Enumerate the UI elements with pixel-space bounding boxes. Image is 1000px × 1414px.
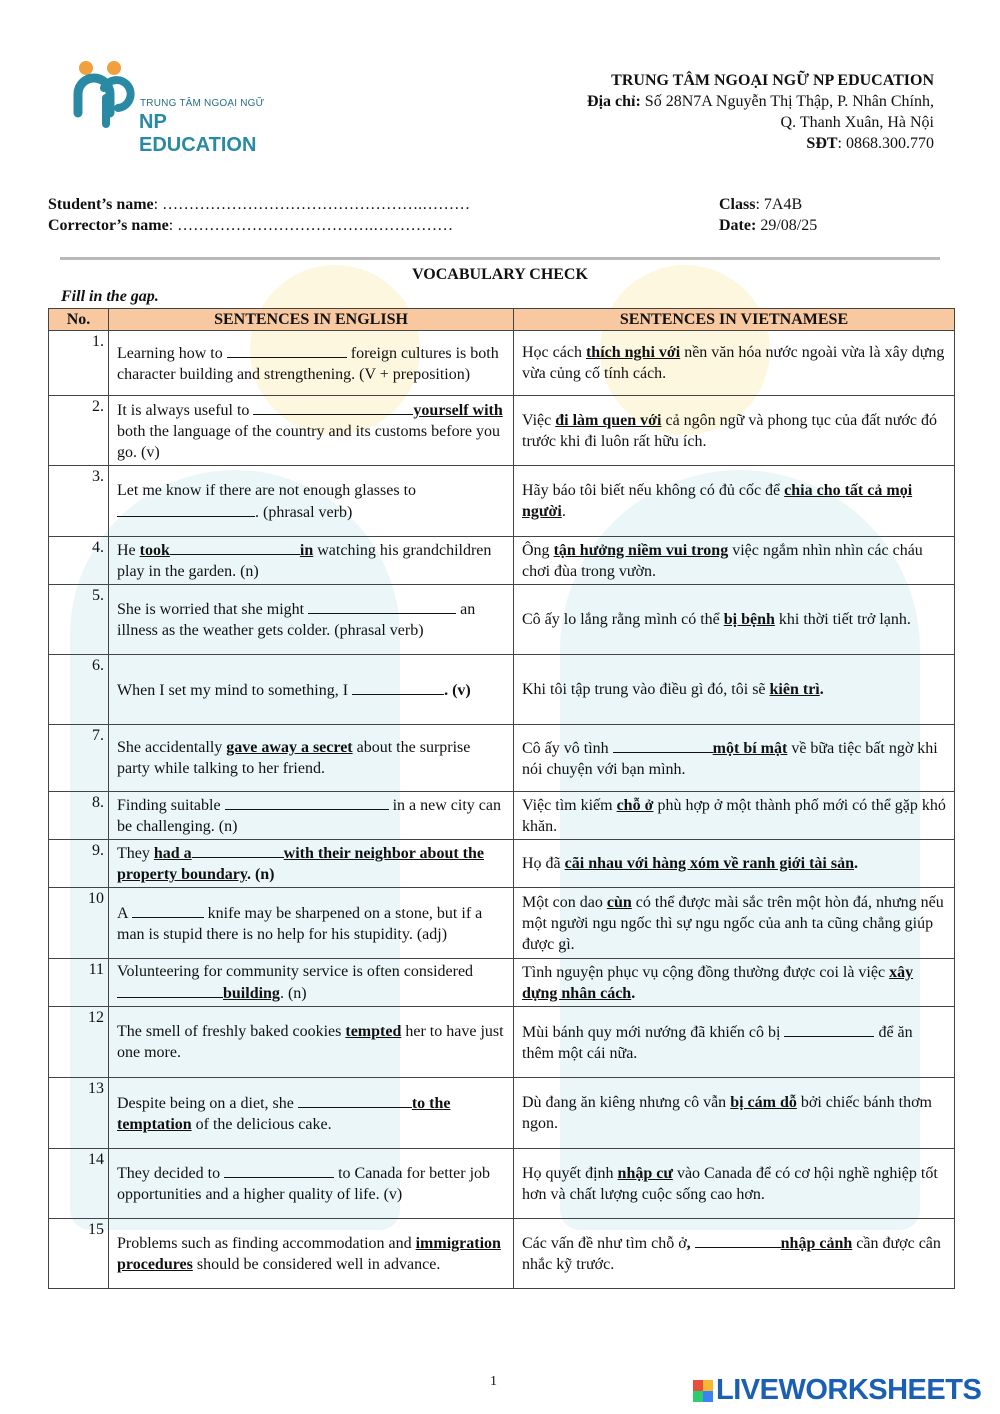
text: Họ đã (522, 855, 565, 872)
text: Một con dao (522, 893, 607, 911)
text: . (631, 984, 636, 1002)
np-logo-icon (66, 58, 136, 128)
answer-key: cãi nhau với hàng xóm về ranh giới tài sản (564, 855, 854, 872)
text: Let me know if there are not enough glasses to (117, 481, 417, 499)
answer-key: with their neighbor about the property boundary (117, 845, 484, 883)
class-info (719, 194, 817, 236)
vocab-table (48, 308, 955, 1289)
text: It is always useful to (117, 401, 254, 419)
text: about the surprise party while talking to her friend. (117, 739, 471, 777)
answer-key: chỗ ở (616, 796, 654, 814)
instruction: Fill in the gap. (61, 288, 159, 305)
gap-blank[interactable] (132, 902, 204, 918)
text: . (819, 681, 824, 698)
text: Học cách (522, 344, 586, 361)
text: . (561, 503, 566, 520)
row-number: 10 (49, 888, 109, 959)
text: Cô ấy lo lắng rằng mình có thể (522, 611, 724, 628)
answer-key: cùn (606, 893, 632, 911)
text: He (117, 542, 140, 559)
text: in a new city can be challenging. (n) (117, 797, 501, 835)
text: . (n) (246, 866, 275, 883)
answer-key: gave away a secret (226, 739, 353, 756)
vietnamese-sentence (514, 1149, 955, 1219)
row-number: 11 (49, 959, 109, 1007)
text: her to have just one more. (117, 1023, 504, 1061)
student-info (48, 194, 470, 236)
divider (60, 257, 940, 260)
text: an illness as the weather gets colder. (phrasal verb) (117, 601, 476, 639)
answer-key: xây dựng nhân cách (522, 963, 914, 1002)
text: Problems such as finding accommodation and (117, 1234, 416, 1252)
vietnamese-sentence (514, 396, 955, 466)
table-row (49, 1149, 955, 1219)
answer-key: nhập cảnh (780, 1235, 853, 1252)
answer-key: bị bệnh (723, 611, 775, 628)
text: bởi chiếc bánh thơm ngon. (522, 1094, 932, 1132)
text: cả ngôn ngữ và phong tục của đất nước đó trước khi đi luôn rất hữu ích. (522, 411, 937, 450)
answer-key: tempted (345, 1023, 402, 1040)
page-number: 1 (490, 1374, 497, 1389)
page-title: VOCABULARY CHECK (412, 266, 588, 283)
text: , (686, 1235, 691, 1252)
text: . (phrasal verb) (255, 503, 353, 521)
answer-key: tận hưởng niềm vui trong (553, 541, 729, 559)
vietnamese-sentence (514, 792, 955, 840)
text: to Canada for better job opportunities and a higher quality of life. (v) (117, 1165, 491, 1203)
text: . (853, 855, 858, 872)
table-row (49, 466, 955, 537)
center-info (587, 70, 934, 154)
table-row (49, 396, 955, 466)
table-row (49, 331, 955, 396)
text: cần được cân nhắc kỹ trước. (522, 1235, 941, 1273)
english-sentence (109, 396, 514, 466)
text: She accidentally (117, 739, 227, 756)
row-number: 14 (49, 1149, 109, 1219)
row-number: 6. (49, 655, 109, 725)
header-no: No. (49, 309, 109, 331)
address-line2: Q. Thanh Xuân, Hà Nội (780, 114, 934, 131)
text: để ăn thêm một cái nữa. (522, 1023, 913, 1062)
address-label: Địa chỉ: (587, 93, 641, 110)
row-number: 8. (49, 792, 109, 840)
row-number: 13 (49, 1078, 109, 1149)
text: Ông (522, 541, 554, 559)
gap-blank[interactable] (695, 1232, 781, 1248)
phone-label: SĐT (806, 135, 838, 152)
address-line1: Số 28N7A Nguyễn Thị Thập, P. Nhân Chính, (640, 93, 934, 110)
text: Finding suitable (117, 797, 225, 814)
liveworksheets-wordmark: LIVEWORKSHEETS (716, 1374, 982, 1406)
row-number: 3. (49, 466, 109, 537)
text: Việc (522, 411, 556, 429)
header-english: SENTENCES IN ENGLISH (109, 309, 514, 331)
text: Mùi bánh quy mới nướng đã khiến cô bị (522, 1023, 785, 1041)
answer-key: building (223, 985, 280, 1002)
date-value: 29/08/25 (756, 217, 818, 234)
vietnamese-sentence (514, 466, 955, 537)
vietnamese-sentence (514, 655, 955, 725)
student-name-field[interactable]: : ………………………………………….……… (153, 196, 471, 213)
text: knife may be sharpened on a stone, but if a man is stupid there is no help for his stupidity. (adj) (117, 904, 483, 943)
gap-blank[interactable] (352, 679, 444, 695)
answer-key: bị cám dỗ (730, 1094, 797, 1111)
row-number: 1. (49, 331, 109, 396)
text: có thể được mài sắc trên một hòn đá, nhưng nếu một người ngu ngốc thì sự ngu ngốc của anh ta cũng chẳng giúp được gì. (522, 893, 944, 953)
english-sentence (109, 331, 514, 396)
row-number: 15 (49, 1219, 109, 1289)
vietnamese-sentence (514, 1078, 955, 1149)
gap-blank[interactable] (308, 598, 456, 614)
table-row (49, 888, 955, 959)
text: phù hợp ở một thành phố mới có thể gặp khó khăn. (522, 796, 946, 835)
text: A (117, 904, 132, 922)
text: When I set my mind to something, I (117, 681, 353, 699)
english-sentence (109, 1007, 514, 1078)
vietnamese-sentence (514, 537, 955, 585)
gap-blank[interactable] (117, 982, 223, 998)
text: về bữa tiệc bất ngờ khi nói chuyện với bạn mình. (522, 739, 938, 778)
text: Khi tôi tập trung vào điều gì đó, tôi sẽ (522, 681, 770, 698)
answer-key: in (299, 542, 314, 559)
corrector-name-label: Corrector’s name (48, 217, 169, 234)
english-sentence (109, 537, 514, 585)
text: Hãy báo tôi biết nếu không có đủ cốc để (522, 482, 785, 499)
text: watching his grandchildren play in the garden. (n) (117, 542, 492, 580)
text: They decided to (117, 1165, 225, 1182)
english-sentence (109, 466, 514, 537)
gap-blank[interactable] (117, 501, 255, 517)
text: Các vấn đề như tìm chỗ ở (522, 1235, 687, 1252)
gap-blank[interactable] (298, 1092, 412, 1108)
text: should be considered well in advance. (192, 1255, 441, 1273)
text: khi thời tiết trở lạnh. (774, 611, 911, 628)
english-sentence (109, 1149, 514, 1219)
answer-key: immigration procedures (117, 1234, 501, 1273)
text: Tình nguyện phục vụ cộng đồng thường được coi là việc (522, 963, 890, 981)
row-number: 4. (49, 537, 109, 585)
text: việc ngắm nhìn nhìn các cháu chơi đùa trong vườn. (522, 541, 923, 580)
liveworksheets-icon (693, 1380, 713, 1402)
gap-blank[interactable] (784, 1021, 874, 1037)
table-row (49, 959, 955, 1007)
table-row (49, 585, 955, 655)
text: Họ quyết định (522, 1164, 618, 1182)
vietnamese-sentence (514, 1219, 955, 1289)
vietnamese-sentence (514, 840, 955, 888)
answer-key: had a (153, 845, 192, 862)
date-label: Date: (719, 217, 757, 234)
table-row (49, 725, 955, 792)
row-number: 9. (49, 840, 109, 888)
row-number: 12 (49, 1007, 109, 1078)
english-sentence (109, 725, 514, 792)
text: They (117, 845, 154, 862)
gap-blank[interactable] (613, 737, 713, 753)
text: The smell of freshly baked cookies (117, 1023, 346, 1040)
english-sentence (109, 655, 514, 725)
text: foreign cultures is both character building and strengthening. (V + preposition) (117, 344, 499, 383)
vietnamese-sentence (514, 1007, 955, 1078)
table-row (49, 1007, 955, 1078)
phone-value: : 0868.300.770 (837, 135, 934, 152)
english-sentence (109, 888, 514, 959)
class-label: Class (719, 196, 756, 213)
liveworksheets-logo (693, 1374, 981, 1407)
text: . (v) (444, 681, 471, 699)
corrector-name-field[interactable]: : ……………………………….…………… (168, 217, 454, 234)
answer-key: thích nghi với (585, 344, 681, 361)
text: . (n) (279, 985, 307, 1002)
row-number: 7. (49, 725, 109, 792)
text: She is worried that she might (117, 601, 309, 618)
answer-key: chia cho tất cả mọi người (522, 482, 913, 520)
header-vietnamese: SENTENCES IN VIETNAMESE (514, 309, 955, 331)
english-sentence (109, 1219, 514, 1289)
table-row (49, 1219, 955, 1289)
gap-blank[interactable] (253, 399, 413, 415)
answer-key: kiên trì (769, 681, 820, 698)
english-sentence (109, 585, 514, 655)
text: Despite being on a diet, she (117, 1094, 298, 1112)
logo-title: NP EDUCATION (139, 111, 257, 156)
vietnamese-sentence (514, 888, 955, 959)
english-sentence (109, 792, 514, 840)
english-sentence (109, 1078, 514, 1149)
answer-key: to the temptation (117, 1094, 451, 1133)
text: nền văn hóa nước ngoài vừa là xây dựng vừa củng cố tính cách. (522, 344, 945, 382)
vietnamese-sentence (514, 959, 955, 1007)
table-row (49, 1078, 955, 1149)
text: vào Canada để có cơ hội nghề nghiệp tốt hơn và chất lượng cuộc sống cao hơn. (522, 1164, 938, 1203)
class-value: : 7A4B (755, 196, 803, 213)
english-sentence (109, 959, 514, 1007)
row-number: 5. (49, 585, 109, 655)
text: Volunteering for community service is often considered (117, 963, 474, 980)
text: Việc tìm kiếm (522, 796, 617, 814)
table-header (49, 309, 955, 331)
text: Cô ấy vô tình (522, 739, 613, 757)
gap-blank[interactable] (224, 1162, 334, 1178)
text: Learning how to (117, 344, 227, 362)
text: of the delicious cake. (191, 1115, 332, 1133)
answer-key: một bí mật (712, 739, 788, 757)
gap-blank[interactable] (192, 842, 284, 858)
vietnamese-sentence (514, 725, 955, 792)
table-row (49, 792, 955, 840)
answer-key: took (139, 542, 170, 559)
vietnamese-sentence (514, 331, 955, 396)
answer-key: đi làm quen với (555, 411, 662, 429)
gap-blank[interactable] (227, 342, 347, 358)
row-number: 2. (49, 396, 109, 466)
table-row (49, 840, 955, 888)
text: Dù đang ăn kiêng nhưng cô vẫn (522, 1094, 731, 1111)
table-row (49, 537, 955, 585)
vietnamese-sentence (514, 585, 955, 655)
gap-blank[interactable] (225, 794, 389, 810)
np-education-logo (66, 58, 286, 156)
center-name: TRUNG TÂM NGOẠI NGỮ NP EDUCATION (611, 72, 934, 89)
student-name-label: Student’s name (48, 196, 154, 213)
text: both the language of the country and its customs before you go. (v) (117, 422, 501, 461)
answer-key: nhập cư (617, 1164, 673, 1182)
answer-key: yourself with (413, 401, 503, 419)
english-sentence (109, 840, 514, 888)
gap-blank[interactable] (170, 539, 300, 555)
logo-subtitle: TRUNG TÂM NGOẠI NGỮ (140, 98, 265, 109)
table-row (49, 655, 955, 725)
